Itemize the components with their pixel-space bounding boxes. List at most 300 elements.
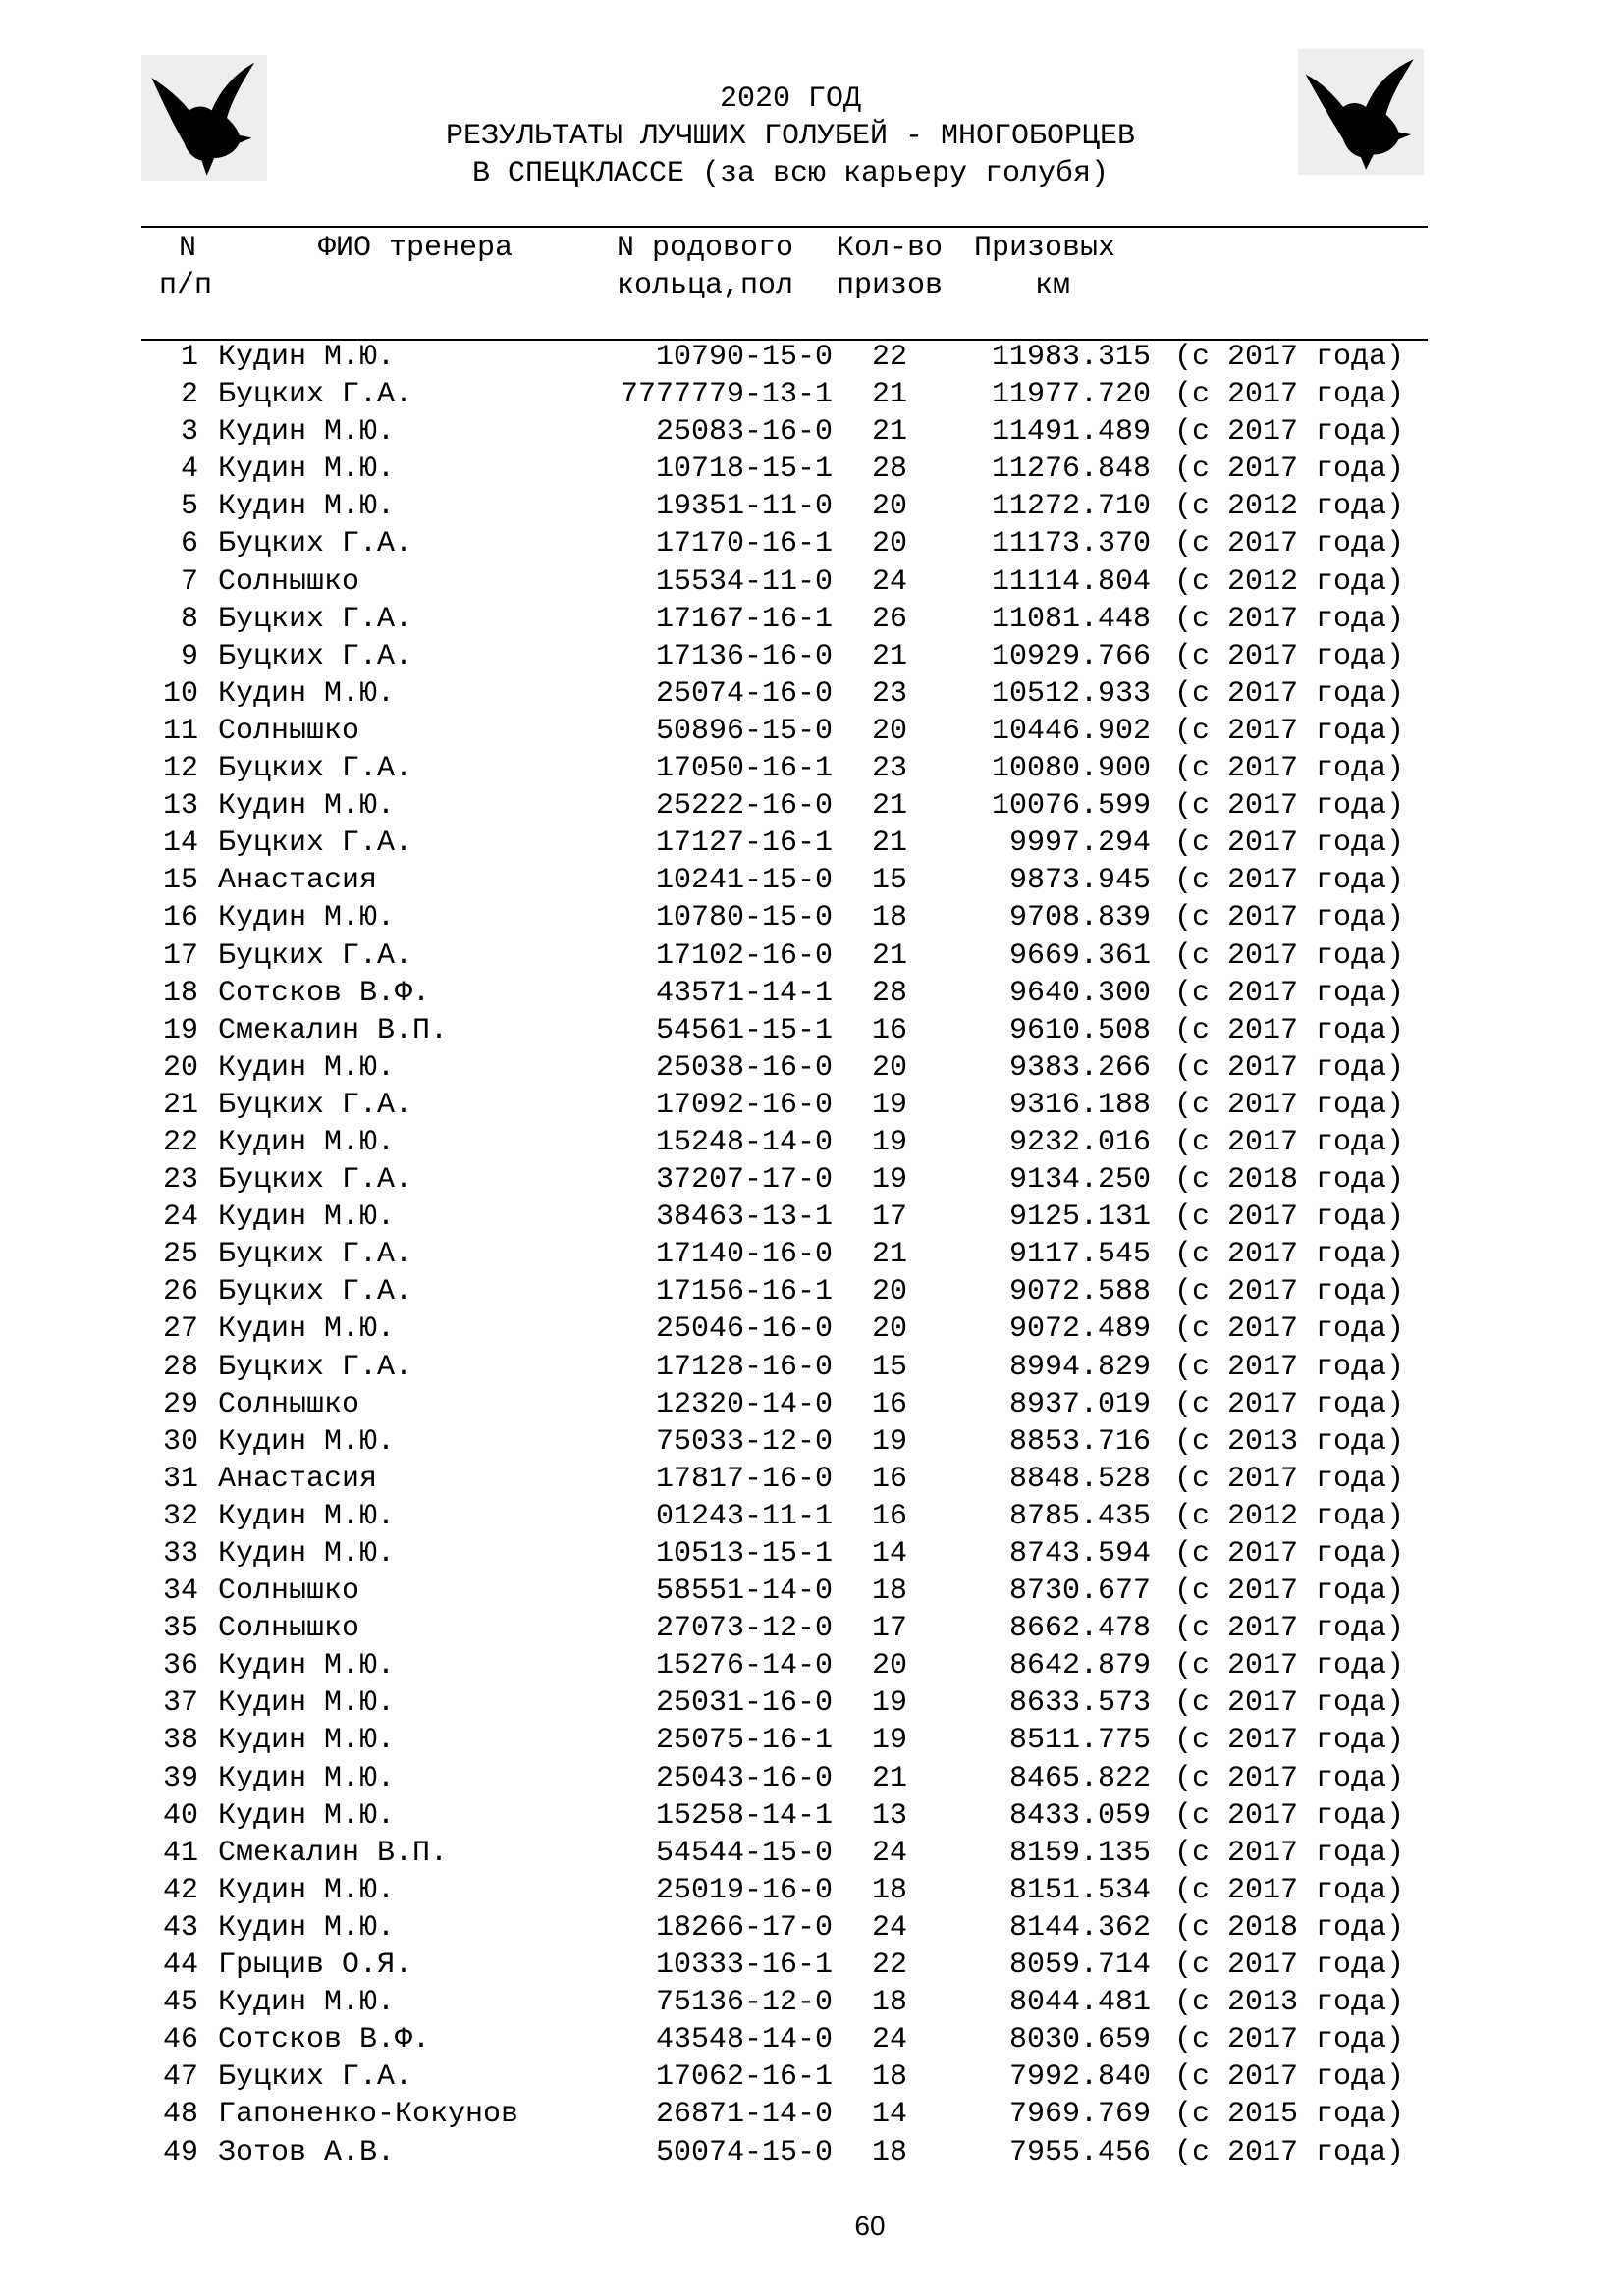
table-row xyxy=(0,1012,1624,1049)
ring-number: 10333-16-1 xyxy=(655,1949,833,1983)
since-year: (с 2017 года) xyxy=(1174,1761,1405,1795)
since-year: (с 2017 года) xyxy=(1174,2023,1405,2057)
row-number: 31 xyxy=(162,1462,198,1496)
title-year: 2020 ГОД xyxy=(719,82,862,116)
since-year: (с 2018 года) xyxy=(1174,1163,1405,1198)
since-year: (с 2017 года) xyxy=(1174,1088,1405,1122)
prize-count: 14 xyxy=(872,2098,908,2132)
row-number: 45 xyxy=(162,1986,198,2020)
ring-number: 43571-14-1 xyxy=(655,976,833,1010)
header-num-top: N xyxy=(179,232,197,265)
trainer-name: Буцких Г.А. xyxy=(218,378,413,412)
row-number: 14 xyxy=(162,827,198,861)
table-row xyxy=(0,451,1624,488)
ring-number: 7777779-13-1 xyxy=(620,378,833,412)
trainer-name: Кудин М.Ю. xyxy=(218,490,396,524)
row-number: 43 xyxy=(162,1910,198,1945)
row-number: 2 xyxy=(180,378,198,412)
ring-number: 58551-14-0 xyxy=(655,1575,833,1609)
since-year: (с 2017 года) xyxy=(1174,752,1405,786)
prize-count: 19 xyxy=(872,1125,908,1159)
ring-number: 10718-15-1 xyxy=(655,453,833,487)
trainer-name: Грыцив О.Я. xyxy=(218,1949,413,1983)
since-year: (с 2015 года) xyxy=(1174,2098,1405,2132)
ring-number: 10790-15-0 xyxy=(655,341,833,374)
ring-number: 17140-16-0 xyxy=(655,1238,833,1272)
trainer-name: Солнышко xyxy=(218,564,360,599)
prize-km: 9072.489 xyxy=(1008,1312,1151,1347)
trainer-name: Солнышко xyxy=(218,1575,360,1609)
prize-count: 19 xyxy=(872,1424,908,1459)
row-number: 49 xyxy=(162,2135,198,2169)
trainer-name: Зотов А.В. xyxy=(218,2135,396,2169)
trainer-name: Буцких Г.А. xyxy=(218,1163,413,1198)
row-number: 29 xyxy=(162,1387,198,1421)
prize-count: 22 xyxy=(872,1949,908,1983)
prize-count: 19 xyxy=(872,1163,908,1198)
row-number: 28 xyxy=(162,1350,198,1384)
since-year: (с 2017 года) xyxy=(1174,1387,1405,1421)
trainer-name: Анастасия xyxy=(218,864,378,898)
trainer-name: Кудин М.Ю. xyxy=(218,1050,396,1085)
since-year: (с 2017 года) xyxy=(1174,602,1405,636)
table-row xyxy=(0,1835,1624,1872)
table-row xyxy=(0,1647,1624,1684)
prize-km: 8853.716 xyxy=(1008,1424,1151,1459)
ring-number: 38463-13-1 xyxy=(655,1201,833,1235)
row-number: 9 xyxy=(180,639,198,673)
prize-count: 23 xyxy=(872,752,908,786)
table-row xyxy=(0,2096,1624,2133)
ring-number: 25043-16-0 xyxy=(655,1761,833,1795)
since-year: (с 2017 года) xyxy=(1174,1312,1405,1347)
since-year: (с 2017 года) xyxy=(1174,1836,1405,1870)
trainer-name: Сотсков В.Ф. xyxy=(218,976,431,1010)
prize-km: 10080.900 xyxy=(991,752,1151,786)
row-number: 12 xyxy=(162,752,198,786)
since-year: (с 2017 года) xyxy=(1174,1649,1405,1683)
table-row xyxy=(0,1573,1624,1610)
table-row xyxy=(0,787,1624,825)
since-year: (с 2017 года) xyxy=(1174,1873,1405,1907)
prize-count: 20 xyxy=(872,1050,908,1085)
trainer-name: Кудин М.Ю. xyxy=(218,453,396,487)
table-row xyxy=(0,862,1624,899)
row-number: 5 xyxy=(180,490,198,524)
prize-km: 9117.545 xyxy=(1008,1238,1151,1272)
prize-count: 19 xyxy=(872,1686,908,1721)
ring-number: 17128-16-0 xyxy=(655,1350,833,1384)
row-number: 34 xyxy=(162,1575,198,1609)
trainer-name: Кудин М.Ю. xyxy=(218,789,396,824)
since-year: (с 2017 года) xyxy=(1174,1537,1405,1571)
row-number: 27 xyxy=(162,1312,198,1347)
since-year: (с 2013 года) xyxy=(1174,1424,1405,1459)
table-row xyxy=(0,713,1624,750)
prize-count: 18 xyxy=(872,901,908,935)
prize-km: 8465.822 xyxy=(1008,1761,1151,1795)
table-row xyxy=(0,1423,1624,1461)
table-row xyxy=(0,1684,1624,1722)
table-row xyxy=(0,488,1624,525)
ring-number: 25019-16-0 xyxy=(655,1873,833,1907)
prize-count: 19 xyxy=(872,1088,908,1122)
header-num-bottom: п/п xyxy=(159,269,213,302)
prize-km: 9072.588 xyxy=(1008,1275,1151,1309)
prize-count: 14 xyxy=(872,1537,908,1571)
row-number: 11 xyxy=(162,714,198,748)
prize-km: 8662.478 xyxy=(1008,1612,1151,1646)
table-row xyxy=(0,937,1624,975)
row-number: 8 xyxy=(180,602,198,636)
prize-count: 20 xyxy=(872,1649,908,1683)
prize-count: 21 xyxy=(872,1238,908,1272)
prize-count: 20 xyxy=(872,527,908,561)
prize-km: 7955.456 xyxy=(1008,2135,1151,2169)
ring-number: 12320-14-0 xyxy=(655,1387,833,1421)
header-ring-bottom: кольца,пол xyxy=(617,269,794,302)
trainer-name: Кудин М.Ю. xyxy=(218,1724,396,1758)
ring-number: 19351-11-0 xyxy=(655,490,833,524)
since-year: (с 2017 года) xyxy=(1174,1686,1405,1721)
prize-km: 9640.300 xyxy=(1008,976,1151,1010)
trainer-name: Кудин М.Ю. xyxy=(218,1798,396,1833)
trainer-name: Буцких Г.А. xyxy=(218,1275,413,1309)
since-year: (с 2017 года) xyxy=(1174,1275,1405,1309)
row-number: 25 xyxy=(162,1238,198,1272)
since-year: (с 2017 года) xyxy=(1174,1050,1405,1085)
prize-km: 8511.775 xyxy=(1008,1724,1151,1758)
table-row xyxy=(0,563,1624,601)
prize-km: 8743.594 xyxy=(1008,1537,1151,1571)
prize-km: 8994.829 xyxy=(1008,1350,1151,1384)
prize-km: 8848.528 xyxy=(1008,1462,1151,1496)
row-number: 46 xyxy=(162,2023,198,2057)
trainer-name: Буцких Г.А. xyxy=(218,1350,413,1384)
since-year: (с 2017 года) xyxy=(1174,1798,1405,1833)
since-year: (с 2017 года) xyxy=(1174,1462,1405,1496)
row-number: 36 xyxy=(162,1649,198,1683)
row-number: 7 xyxy=(180,564,198,599)
prize-km: 8433.059 xyxy=(1008,1798,1151,1833)
table-row xyxy=(0,825,1624,862)
row-number: 40 xyxy=(162,1798,198,1833)
trainer-name: Солнышко xyxy=(218,1387,360,1421)
row-number: 33 xyxy=(162,1537,198,1571)
prize-km: 9873.945 xyxy=(1008,864,1151,898)
trainer-name: Буцких Г.А. xyxy=(218,602,413,636)
prize-km: 8633.573 xyxy=(1008,1686,1151,1721)
trainer-name: Кудин М.Ю. xyxy=(218,1537,396,1571)
prize-count: 26 xyxy=(872,602,908,636)
ring-number: 25075-16-1 xyxy=(655,1724,833,1758)
row-number: 20 xyxy=(162,1050,198,1085)
prize-km: 11081.448 xyxy=(991,602,1151,636)
row-number: 24 xyxy=(162,1201,198,1235)
ring-number: 54544-15-0 xyxy=(655,1836,833,1870)
prize-km: 8144.362 xyxy=(1008,1910,1151,1945)
prize-count: 16 xyxy=(872,1387,908,1421)
row-number: 19 xyxy=(162,1013,198,1047)
row-number: 23 xyxy=(162,1163,198,1198)
row-number: 35 xyxy=(162,1612,198,1646)
prize-km: 11114.804 xyxy=(991,564,1151,599)
table-row xyxy=(0,638,1624,675)
table-row xyxy=(0,1498,1624,1535)
prize-count: 16 xyxy=(872,1499,908,1533)
prize-km: 8059.714 xyxy=(1008,1949,1151,1983)
table-row xyxy=(0,2058,1624,2096)
prize-count: 17 xyxy=(872,1612,908,1646)
prize-count: 24 xyxy=(872,1836,908,1870)
row-number: 32 xyxy=(162,1499,198,1533)
ring-number: 75136-12-0 xyxy=(655,1986,833,2020)
trainer-name: Кудин М.Ю. xyxy=(218,1649,396,1683)
row-number: 4 xyxy=(180,453,198,487)
header-ring-top: N родового xyxy=(617,232,794,265)
table-row xyxy=(0,1984,1624,2021)
prize-km: 11173.370 xyxy=(991,527,1151,561)
table-row xyxy=(0,1760,1624,1797)
ring-number: 17167-16-1 xyxy=(655,602,833,636)
table-row xyxy=(0,750,1624,787)
since-year: (с 2017 года) xyxy=(1174,1238,1405,1272)
since-year: (с 2017 года) xyxy=(1174,976,1405,1010)
trainer-name: Буцких Г.А. xyxy=(218,827,413,861)
trainer-name: Буцких Г.А. xyxy=(218,1088,413,1122)
ring-number: 27073-12-0 xyxy=(655,1612,833,1646)
prize-km: 11491.489 xyxy=(991,415,1151,450)
ring-number: 17092-16-0 xyxy=(655,1088,833,1122)
trainer-name: Кудин М.Ю. xyxy=(218,1986,396,2020)
prize-km: 11272.710 xyxy=(991,490,1151,524)
prize-count: 16 xyxy=(872,1462,908,1496)
ring-number: 25074-16-0 xyxy=(655,676,833,711)
prize-km: 7992.840 xyxy=(1008,2060,1151,2095)
table-row xyxy=(0,376,1624,413)
row-number: 39 xyxy=(162,1761,198,1795)
row-number: 3 xyxy=(180,415,198,450)
prize-count: 20 xyxy=(872,490,908,524)
ring-number: 43548-14-0 xyxy=(655,2023,833,2057)
table-row xyxy=(0,1909,1624,1947)
ring-number: 75033-12-0 xyxy=(655,1424,833,1459)
prize-km: 10929.766 xyxy=(991,639,1151,673)
page-number: 60 xyxy=(854,2211,886,2241)
prize-km: 9708.839 xyxy=(1008,901,1151,935)
ring-number: 17156-16-1 xyxy=(655,1275,833,1309)
table-row xyxy=(0,975,1624,1012)
ring-number: 17170-16-1 xyxy=(655,527,833,561)
table-row xyxy=(0,1722,1624,1759)
ring-number: 01243-11-1 xyxy=(655,1499,833,1533)
table-row xyxy=(0,899,1624,936)
row-number: 13 xyxy=(162,789,198,824)
table-row xyxy=(0,1610,1624,1647)
ring-number: 10780-15-0 xyxy=(655,901,833,935)
prize-count: 24 xyxy=(872,1910,908,1945)
prize-count: 15 xyxy=(872,1350,908,1384)
ring-number: 10513-15-1 xyxy=(655,1537,833,1571)
prize-count: 21 xyxy=(872,378,908,412)
trainer-name: Кудин М.Ю. xyxy=(218,1761,396,1795)
trainer-name: Буцких Г.А. xyxy=(218,938,413,973)
table-row xyxy=(0,413,1624,451)
since-year: (с 2017 года) xyxy=(1174,527,1405,561)
prize-count: 18 xyxy=(872,1986,908,2020)
prize-km: 8030.659 xyxy=(1008,2023,1151,2057)
prize-km: 9316.188 xyxy=(1008,1088,1151,1122)
trainer-name: Буцких Г.А. xyxy=(218,639,413,673)
ring-number: 25222-16-0 xyxy=(655,789,833,824)
prize-km: 11983.315 xyxy=(991,341,1151,374)
trainer-name: Буцких Г.А. xyxy=(218,527,413,561)
ring-number: 26871-14-0 xyxy=(655,2098,833,2132)
table-row xyxy=(0,1947,1624,1984)
prize-count: 23 xyxy=(872,676,908,711)
since-year: (с 2017 года) xyxy=(1174,1575,1405,1609)
prize-count: 16 xyxy=(872,1013,908,1047)
ring-number: 17127-16-1 xyxy=(655,827,833,861)
since-year: (с 2017 года) xyxy=(1174,341,1405,374)
prize-km: 8151.534 xyxy=(1008,1873,1151,1907)
row-number: 48 xyxy=(162,2098,198,2132)
prize-count: 18 xyxy=(872,2060,908,2095)
table-row xyxy=(0,1161,1624,1199)
since-year: (с 2017 года) xyxy=(1174,938,1405,973)
since-year: (с 2018 года) xyxy=(1174,1910,1405,1945)
trainer-name: Анастасия xyxy=(218,1462,378,1496)
row-number: 15 xyxy=(162,864,198,898)
header-km-top: Призовых xyxy=(974,232,1116,265)
trainer-name: Гапоненко-Кокунов xyxy=(218,2098,519,2132)
trainer-name: Солнышко xyxy=(218,714,360,748)
trainer-name: Кудин М.Ю. xyxy=(218,341,396,374)
trainer-name: Кудин М.Ю. xyxy=(218,901,396,935)
prize-count: 18 xyxy=(872,2135,908,2169)
ring-number: 18266-17-0 xyxy=(655,1910,833,1945)
since-year: (с 2017 года) xyxy=(1174,1125,1405,1159)
prize-count: 21 xyxy=(872,639,908,673)
since-year: (с 2017 года) xyxy=(1174,1201,1405,1235)
table-row xyxy=(0,1461,1624,1498)
since-year: (с 2012 года) xyxy=(1174,564,1405,599)
prize-km: 9997.294 xyxy=(1008,827,1151,861)
ring-number: 15258-14-1 xyxy=(655,1798,833,1833)
prize-count: 20 xyxy=(872,1312,908,1347)
table-row xyxy=(0,675,1624,713)
row-number: 42 xyxy=(162,1873,198,1907)
trainer-name: Буцких Г.А. xyxy=(218,2060,413,2095)
since-year: (с 2017 года) xyxy=(1174,2135,1405,2169)
row-number: 1 xyxy=(180,341,198,374)
title-main: РЕЗУЛЬТАТЫ ЛУЧШИХ ГОЛУБЕЙ - МНОГОБОРЦЕВ xyxy=(445,120,1136,153)
trainer-name: Кудин М.Ю. xyxy=(218,1873,396,1907)
prize-count: 15 xyxy=(872,864,908,898)
ring-number: 17136-16-0 xyxy=(655,639,833,673)
table-row xyxy=(0,1797,1624,1835)
row-number: 10 xyxy=(162,676,198,711)
ring-number: 17817-16-0 xyxy=(655,1462,833,1496)
trainer-name: Кудин М.Ю. xyxy=(218,1201,396,1235)
since-year: (с 2017 года) xyxy=(1174,676,1405,711)
trainer-name: Буцких Г.А. xyxy=(218,752,413,786)
ring-number: 37207-17-0 xyxy=(655,1163,833,1198)
table-row xyxy=(0,1049,1624,1087)
prize-count: 13 xyxy=(872,1798,908,1833)
since-year: (с 2017 года) xyxy=(1174,789,1405,824)
prize-count: 17 xyxy=(872,1201,908,1235)
prize-count: 18 xyxy=(872,1873,908,1907)
prize-km: 8044.481 xyxy=(1008,1986,1151,2020)
results-table xyxy=(0,339,1624,2171)
table-row xyxy=(0,1386,1624,1423)
prize-count: 20 xyxy=(872,1275,908,1309)
table-row xyxy=(0,2021,1624,2058)
prize-count: 24 xyxy=(872,2023,908,2057)
prize-km: 10076.599 xyxy=(991,789,1151,824)
prize-km: 11276.848 xyxy=(991,453,1151,487)
since-year: (с 2017 года) xyxy=(1174,1949,1405,1983)
ring-number: 25083-16-0 xyxy=(655,415,833,450)
row-number: 37 xyxy=(162,1686,198,1721)
trainer-name: Смекалин В.П. xyxy=(218,1836,449,1870)
row-number: 44 xyxy=(162,1949,198,1983)
table-row xyxy=(0,525,1624,562)
ring-number: 15276-14-0 xyxy=(655,1649,833,1683)
since-year: (с 2012 года) xyxy=(1174,1499,1405,1533)
header-count-bottom: призов xyxy=(837,269,944,302)
ring-number: 15534-11-0 xyxy=(655,564,833,599)
prize-km: 7969.769 xyxy=(1008,2098,1151,2132)
prize-km: 8730.677 xyxy=(1008,1575,1151,1609)
prize-km: 8159.135 xyxy=(1008,1836,1151,1870)
prize-km: 8937.019 xyxy=(1008,1387,1151,1421)
trainer-name: Смекалин В.П. xyxy=(218,1013,449,1047)
since-year: (с 2017 года) xyxy=(1174,1350,1405,1384)
ring-number: 17062-16-1 xyxy=(655,2060,833,2095)
table-row xyxy=(0,2134,1624,2171)
ring-number: 25031-16-0 xyxy=(655,1686,833,1721)
trainer-name: Кудин М.Ю. xyxy=(218,1424,396,1459)
since-year: (с 2017 года) xyxy=(1174,1724,1405,1758)
prize-km: 8642.879 xyxy=(1008,1649,1151,1683)
row-number: 21 xyxy=(162,1088,198,1122)
trainer-name: Кудин М.Ю. xyxy=(218,415,396,450)
prize-km: 8785.435 xyxy=(1008,1499,1151,1533)
row-number: 17 xyxy=(162,938,198,973)
row-number: 16 xyxy=(162,901,198,935)
ring-number: 15248-14-0 xyxy=(655,1125,833,1159)
ring-number: 25046-16-0 xyxy=(655,1312,833,1347)
prize-count: 28 xyxy=(872,453,908,487)
header-km-bottom: км xyxy=(1035,269,1071,302)
trainer-name: Кудин М.Ю. xyxy=(218,1499,396,1533)
ring-number: 17050-16-1 xyxy=(655,752,833,786)
table-row xyxy=(0,601,1624,638)
since-year: (с 2017 года) xyxy=(1174,415,1405,450)
trainer-name: Сотсков В.Ф. xyxy=(218,2023,431,2057)
ring-number: 25038-16-0 xyxy=(655,1050,833,1085)
since-year: (с 2017 года) xyxy=(1174,1612,1405,1646)
table-row xyxy=(0,1535,1624,1573)
prize-km: 9134.250 xyxy=(1008,1163,1151,1198)
prize-count: 20 xyxy=(872,714,908,748)
since-year: (с 2017 года) xyxy=(1174,2060,1405,2095)
header-name: ФИО тренера xyxy=(318,232,514,265)
prize-count: 18 xyxy=(872,1575,908,1609)
since-year: (с 2017 года) xyxy=(1174,864,1405,898)
